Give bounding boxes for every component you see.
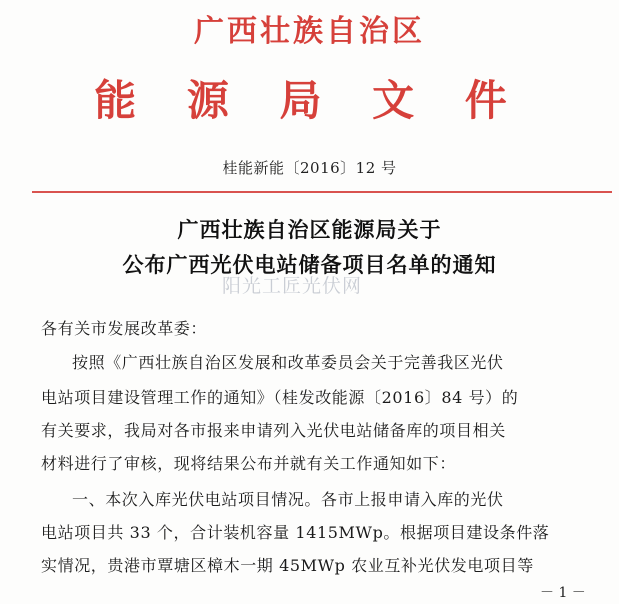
body-line: 有关要求，我局对各市报来申请列入光伏电站储备库的项目相关 [41,421,506,440]
body-line: 材料进行了审核，现将结果公布并就有关工作通知如下： [41,454,457,473]
body-line: 一、本次入库光伏电站项目情况。各市上报申请入库的光伏 [72,490,504,509]
red-divider [32,191,612,193]
salutation: 各有关市发展改革委： [41,319,208,338]
subject-line-1: 广西壮族自治区能源局关于 [177,218,442,242]
subject-line-2: 公布广西光伏电站储备项目名单的通知 [122,253,497,277]
body-line: 电站项目建设管理工作的通知》（桂发改能源〔2016〕84 号）的 [41,388,519,407]
body-line: 实情况，贵港市覃塘区樟木一期 45MWp 农业互补光伏发电项目等 [41,556,534,575]
issuing-organization: 广西壮族自治区 [194,14,425,49]
document-title: 能 源 局 文 件 [94,76,525,125]
document-number: 桂能新能〔2016〕12 号 [222,159,397,177]
watermark: 阳光工匠光伏网 [222,275,363,297]
body-line: 按照《广西壮族自治区发展和改革委员会关于完善我区光伏 [72,353,504,372]
body-line: 电站项目共 33 个，合计装机容量 1415MWp。根据项目建设条件落 [41,523,550,542]
page-number: － 1 － [540,585,586,601]
